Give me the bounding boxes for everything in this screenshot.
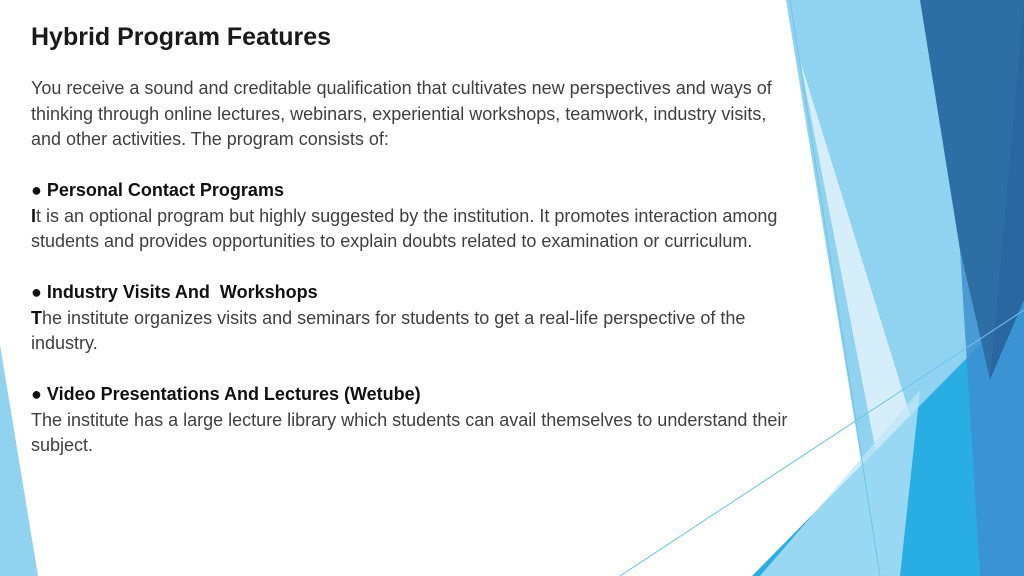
- lead-letter: I: [31, 205, 37, 226]
- section-body: [31, 204, 791, 255]
- section-body: [31, 408, 791, 459]
- section-body-text: he institute organizes visits and seminars for students to get a real-life perspective of the industry.: [31, 307, 746, 353]
- section-heading: [31, 178, 791, 204]
- section-heading: [31, 280, 791, 306]
- lead-letter: T: [31, 307, 42, 328]
- slide-title: Hybrid Program Features: [31, 23, 332, 51]
- section-industry-visits: [31, 280, 791, 357]
- section-body-text: t is an optional program but highly suggested by the institution. It promotes interaction among students and provides opportunities to explain doubts related to examination or curriculum.: [31, 205, 778, 251]
- section-heading-text: Video Presentations And Lectures (Wetube): [46, 384, 421, 404]
- bullet: ●: [31, 384, 42, 404]
- slide-content: [31, 20, 791, 459]
- section-body: [31, 306, 791, 357]
- section-heading-text: Industry Visits And Workshops: [46, 282, 318, 302]
- section-video-presentations: [31, 382, 791, 459]
- section-body-text: The institute has a large lecture library which students can avail themselves to understand their subject.: [31, 409, 788, 455]
- bullet: ●: [31, 180, 42, 200]
- bullet: ●: [31, 282, 42, 302]
- section-heading: [31, 382, 791, 408]
- intro-paragraph: You receive a sound and creditable qualification that cultivates new perspectives and ways of thinking through online lectures, webinars, experiential workshops, teamwork, industry visits, and other activities. The program consists of:: [31, 78, 772, 149]
- section-heading-text: Personal Contact Programs: [46, 180, 284, 200]
- section-personal-contact: [31, 178, 791, 255]
